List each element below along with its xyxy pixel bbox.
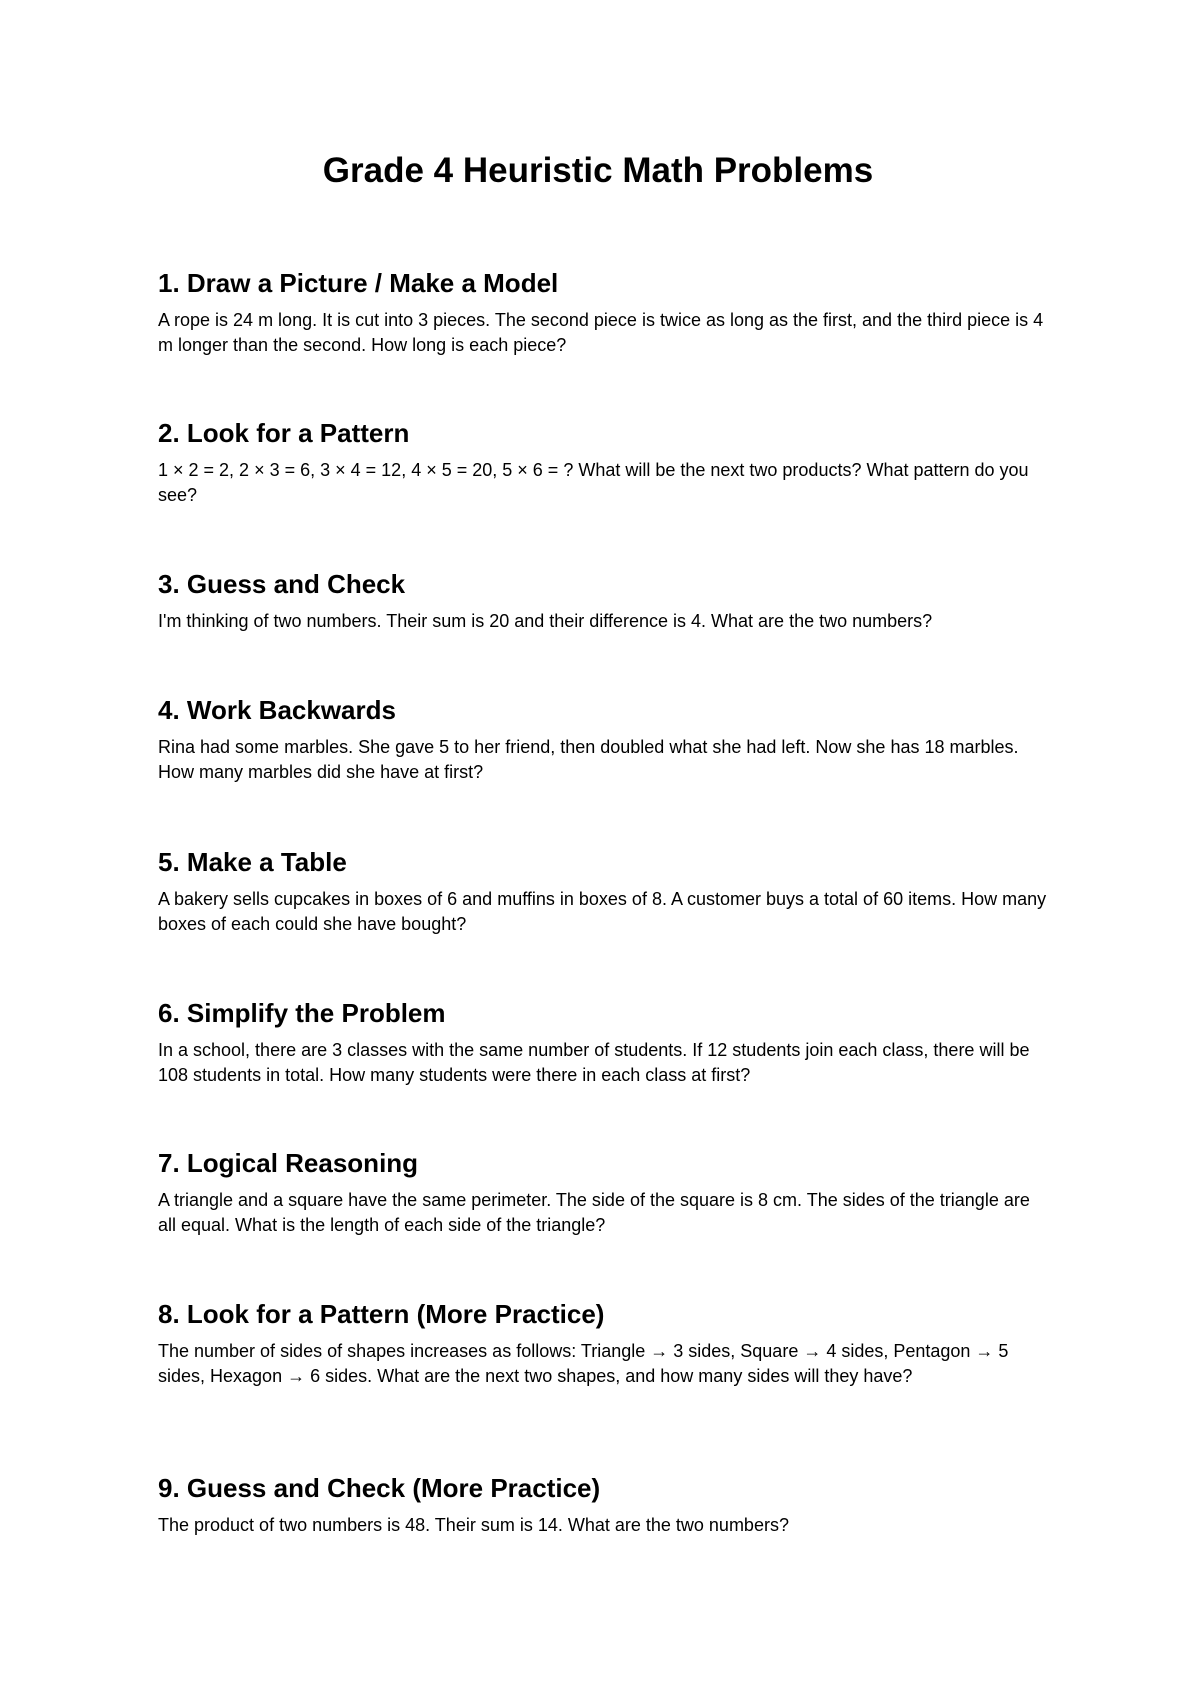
problem-text: In a school, there are 3 classes with the same number of students. If 12 students join each class, there will be 108 students in total. How many students were there in each class at first? — [158, 1040, 1030, 1085]
problem-heading: 9. Guess and Check (More Practice) — [158, 1473, 601, 1503]
document-title: Grade 4 Heuristic Math Problems — [322, 151, 874, 190]
problem-heading: 5. Make a Table — [158, 847, 347, 877]
problem-text: I'm thinking of two numbers. Their sum is 20 and their difference is 4. What are the two numbers? — [158, 611, 933, 631]
problem-heading: 2. Look for a Pattern — [158, 418, 410, 448]
problem-4 — [158, 695, 1048, 785]
problem-text: The product of two numbers is 48. Their sum is 14. What are the two numbers? — [158, 1515, 789, 1535]
problem-text: 1 × 2 = 2, 2 × 3 = 6, 3 × 4 = 12, 4 × 5 = 20, 5 × 6 = ? What will be the next two products? What pattern do you see? — [158, 460, 1029, 505]
problem-heading: 3. Guess and Check — [158, 569, 406, 599]
document-page — [158, 150, 1048, 1535]
problem-8 — [158, 1299, 1048, 1389]
problem-text: The number of sides of shapes increases as follows: Triangle → 3 sides, Square → 4 sides, Pentagon → 5 sides, Hexagon → 6 sides. What are the next two shapes, and how many sides will they have? — [158, 1341, 1009, 1386]
problem-1 — [158, 268, 1048, 358]
problem-heading: 8. Look for a Pattern (More Practice) — [158, 1299, 605, 1329]
problem-heading: 1. Draw a Picture / Make a Model — [158, 268, 559, 298]
problem-2 — [158, 418, 1048, 508]
problem-5 — [158, 847, 1048, 937]
problem-heading: 7. Logical Reasoning — [158, 1148, 419, 1178]
problem-text: A triangle and a square have the same perimeter. The side of the square is 8 cm. The sides of the triangle are all equal. What is the length of each side of the triangle? — [158, 1190, 1030, 1235]
problem-text: A bakery sells cupcakes in boxes of 6 and muffins in boxes of 8. A customer buys a total of 60 items. How many boxes of each could she have bought? — [158, 889, 1047, 934]
problem-9 — [158, 1473, 1048, 1538]
problem-6 — [158, 998, 1048, 1088]
problem-heading: 6. Simplify the Problem — [158, 998, 446, 1028]
problem-text: Rina had some marbles. She gave 5 to her friend, then doubled what she had left. Now she has 18 marbles. How many marbles did she have at first? — [158, 737, 1019, 782]
problem-text: A rope is 24 m long. It is cut into 3 pieces. The second piece is twice as long as the first, and the third piece is 4 m longer than the second. How long is each piece? — [158, 310, 1044, 355]
problem-7 — [158, 1148, 1048, 1238]
problem-heading: 4. Work Backwards — [158, 695, 396, 725]
problem-3 — [158, 569, 1048, 634]
